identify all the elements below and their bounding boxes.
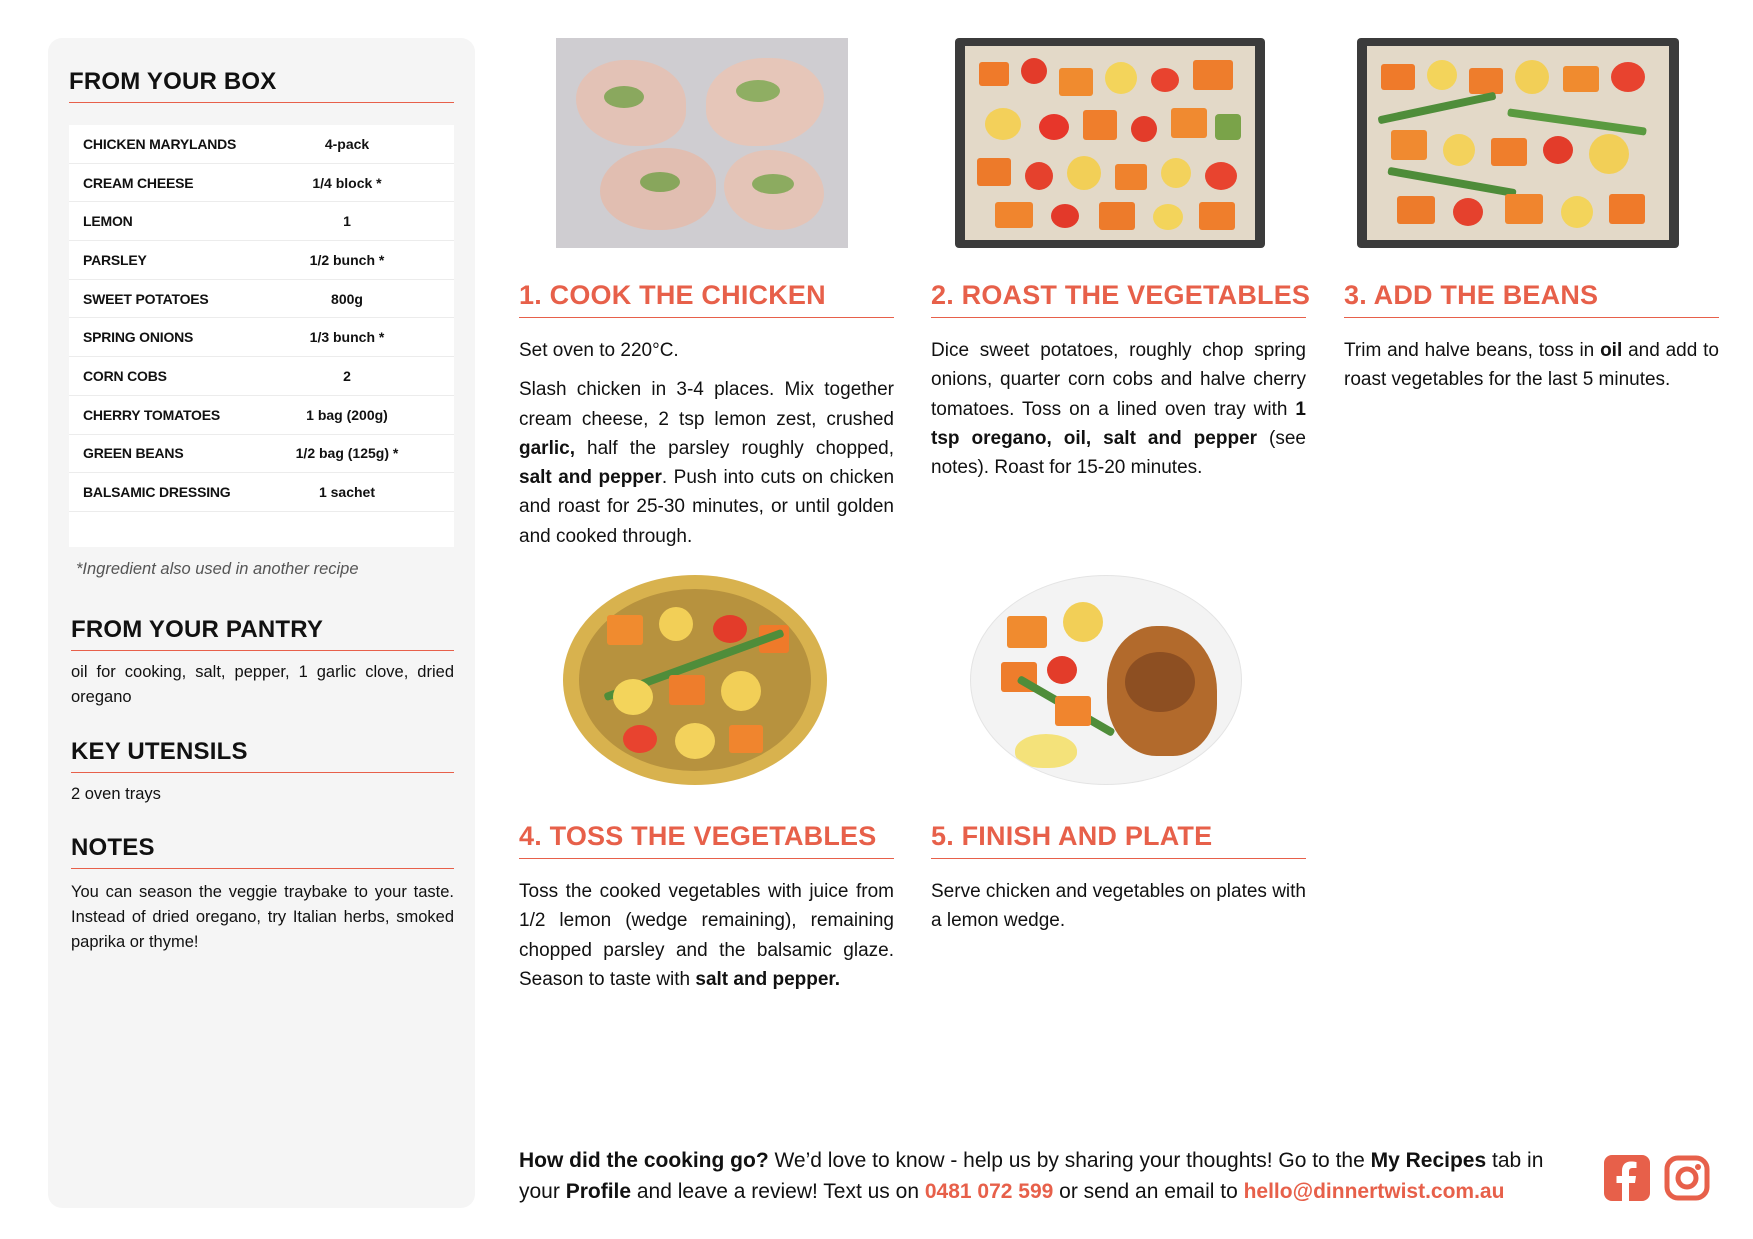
step-5-heading: 5. FINISH AND PLATE	[931, 821, 1306, 859]
step-1-heading: 1. COOK THE CHICKEN	[519, 280, 894, 318]
step-5-instructions: Serve chicken and vegetables on plates with a lemon wedge.	[931, 881, 1306, 932]
ingredient-name: CORN COBS	[83, 368, 167, 385]
step-4-instructions: Toss the cooked vegetables with juice from 1/2 lemon (wedge remaining), remaining chopped parsley and the balsamic glaze. Season to taste with salt and pepper.	[519, 881, 894, 990]
ingredients-sidebar	[48, 38, 475, 1208]
step-3-photo	[1357, 38, 1679, 248]
instagram-icon[interactable]	[1664, 1155, 1710, 1201]
table-row	[69, 125, 454, 164]
table-row	[69, 435, 454, 474]
step-2-instructions: Dice sweet potatoes, roughly chop spring onions, quarter corn cobs and halve cherry tomatoes. Toss on a lined oven tray with 1 tsp oregano, oil, salt and pepper (see notes). Roast for 15-20 minutes.	[931, 340, 1306, 479]
step-4-heading: 4. TOSS THE VEGETABLES	[519, 821, 894, 859]
ingredient-name: CHERRY TOMATOES	[83, 406, 221, 423]
utensils-text: 2 oven trays	[71, 785, 161, 803]
ingredient-name: SPRING ONIONS	[83, 329, 194, 346]
notes-text: You can season the veggie traybake to your taste. Instead of dried oregano, try Italian herbs, smoked paprika or thyme!	[71, 883, 454, 951]
ingredient-qty: 1	[343, 213, 351, 230]
ingredient-name: LEMON	[83, 213, 133, 230]
ingredient-qty: 2	[343, 368, 351, 385]
box-footnote: *Ingredient also used in another recipe	[76, 560, 359, 578]
step-1-photo	[556, 38, 848, 248]
table-row	[69, 280, 454, 319]
table-row	[69, 164, 454, 203]
ingredient-name: BALSAMIC DRESSING	[83, 484, 231, 501]
step-3-instructions: Trim and halve beans, toss in oil and add to roast vegetables for the last 5 minutes.	[1344, 340, 1719, 391]
ingredient-qty: 1 bag (200g)	[306, 406, 388, 423]
phone-link[interactable]: 0481 072 599	[924, 1180, 1054, 1203]
utensils-heading: KEY UTENSILS	[71, 738, 454, 773]
ingredient-name: CREAM CHEESE	[83, 174, 194, 191]
ingredient-qty: 1/2 bunch *	[309, 251, 385, 268]
step-4-photo	[563, 575, 827, 785]
ingredient-name: PARSLEY	[83, 251, 147, 268]
review-footer: How did the cooking go? We’d love to know - help us by sharing your thoughts! Go to the My Recipes tab in your Profile and leave a review! Text us on 0481 072 599 or send an email to hello@dinnertwist.com.au	[519, 1149, 1544, 1203]
ingredient-name: SWEET POTATOES	[83, 290, 209, 307]
ingredient-name: GREEN BEANS	[83, 445, 184, 462]
table-row	[69, 319, 454, 358]
table-row	[69, 357, 454, 396]
table-row	[69, 202, 454, 241]
step-2-photo	[955, 38, 1265, 248]
ingredient-name: CHICKEN MARYLANDS	[83, 135, 237, 152]
pantry-text: oil for cooking, salt, pepper, 1 garlic clove, dried oregano	[71, 663, 454, 706]
pantry-heading: FROM YOUR PANTRY	[71, 616, 454, 651]
table-row	[69, 473, 454, 512]
ingredient-qty: 1 sachet	[318, 484, 376, 501]
ingredient-qty: 1/2 bag (125g) *	[295, 445, 399, 462]
ingredient-qty: 800g	[331, 290, 363, 307]
step-1-instructions: Set oven to 220°C. Slash chicken in 3-4 places. Mix together cream cheese, 2 tsp lemon zest, crushed garlic, half the parsley roughly chopped, salt and pepper. Push into cuts on chicken and roast for 25-30 minutes, or until golden and cooked through.	[519, 340, 895, 547]
ingredient-qty: 4-pack	[324, 135, 370, 152]
ingredient-qty: 1/3 bunch *	[309, 329, 385, 346]
notes-heading: NOTES	[71, 834, 454, 869]
step-3-heading: 3. ADD THE BEANS	[1344, 280, 1719, 318]
box-heading: FROM YOUR BOX	[69, 68, 454, 103]
email-link[interactable]: hello@dinnertwist.com.au	[1243, 1180, 1505, 1203]
facebook-icon[interactable]	[1604, 1155, 1650, 1201]
step-2-heading: 2. ROAST THE VEGETABLES	[931, 280, 1306, 318]
ingredient-qty: 1/4 block *	[312, 174, 382, 191]
box-ingredients-table	[69, 125, 454, 547]
table-row	[69, 396, 454, 435]
step-5-photo	[970, 575, 1242, 785]
table-row	[69, 241, 454, 280]
